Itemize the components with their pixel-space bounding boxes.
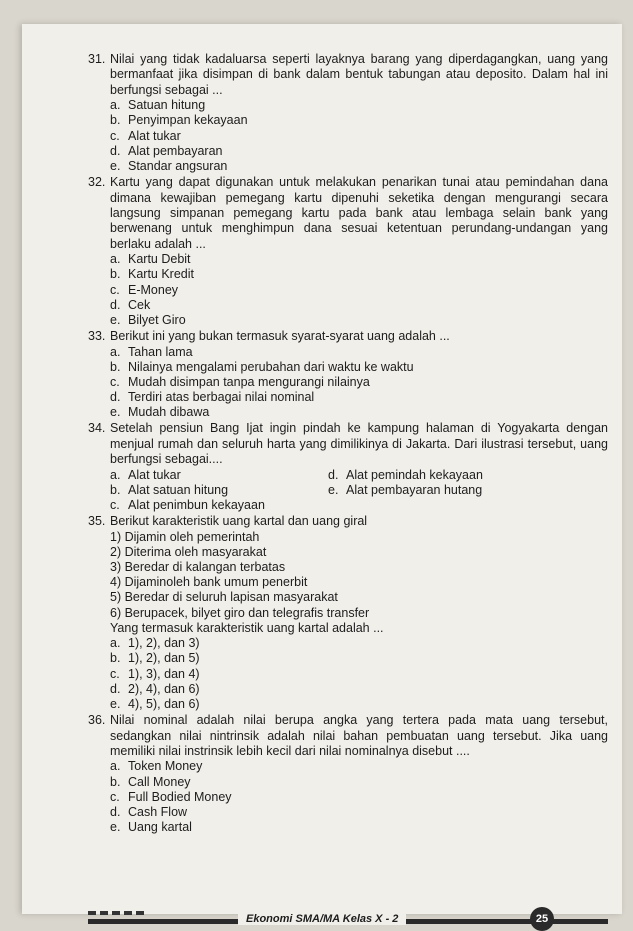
option[interactable]: d. Cash Flow bbox=[110, 804, 188, 819]
question-text: Berikut karakteristik uang kartal dan uang giral bbox=[110, 514, 368, 529]
list-item: 3) Beredar di kalangan terbatas bbox=[110, 560, 286, 575]
characteristic-list bbox=[110, 530, 608, 621]
option[interactable]: c. Full Bodied Money bbox=[110, 789, 232, 804]
question-31 bbox=[88, 52, 608, 174]
page-footer bbox=[88, 911, 608, 931]
question-number: 36. bbox=[88, 713, 106, 728]
option[interactable]: b. Alat satuan hitung bbox=[110, 482, 229, 497]
option[interactable]: a. Tahan lama bbox=[110, 344, 193, 359]
option[interactable]: d. Alat pembayaran bbox=[110, 143, 223, 158]
question-36 bbox=[88, 713, 608, 835]
question-text: Nilai nominal adalah nilai berupa angka yang tertera pada mata uang tersebut, sedangkan nilai nintrinsik adalah nilai bahan pembuatan uang tersebut. Jika uang memiliki nilai instrinsik lebih kecil dari nilai nominalnya disebut .... bbox=[110, 713, 608, 758]
option[interactable]: a. Alat tukar bbox=[110, 467, 181, 482]
list-item: 1) Dijamin oleh pemerintah bbox=[110, 529, 260, 544]
option[interactable]: e. Alat pembayaran hutang bbox=[328, 482, 483, 497]
option[interactable]: c. E-Money bbox=[110, 282, 179, 297]
list-item: 6) Berupacek, bilyet giro dan telegrafis transfer bbox=[110, 605, 370, 620]
option[interactable]: a. Kartu Debit bbox=[110, 252, 191, 267]
question-34 bbox=[88, 421, 608, 513]
footer-decoration bbox=[88, 911, 148, 915]
list-item: 2) Diterima oleh masyarakat bbox=[110, 544, 267, 559]
question-number: 32. bbox=[88, 175, 106, 190]
option[interactable]: c. Mudah disimpan tanpa mengurangi nilainya bbox=[110, 374, 370, 389]
question-number: 33. bbox=[88, 329, 106, 344]
option[interactable]: d. Terdiri atas berbagai nilai nominal bbox=[110, 390, 315, 405]
question-list bbox=[88, 52, 608, 836]
page-number: 25 bbox=[530, 907, 554, 931]
option[interactable]: d. Cek bbox=[110, 297, 151, 312]
list-item: 5) Beredar di seluruh lapisan masyarakat bbox=[110, 590, 338, 605]
option[interactable]: e. Uang kartal bbox=[110, 820, 192, 835]
option[interactable]: b. Call Money bbox=[110, 774, 191, 789]
option[interactable]: d. 2), 4), dan 6) bbox=[110, 681, 200, 696]
option[interactable]: e. 4), 5), dan 6) bbox=[110, 696, 200, 711]
list-item: 4) Dijaminoleh bank umum penerbit bbox=[110, 575, 308, 590]
option[interactable]: b. Nilainya mengalami perubahan dari waktu ke waktu bbox=[110, 359, 414, 374]
option[interactable]: a. 1), 2), dan 3) bbox=[110, 636, 200, 651]
question-number: 31. bbox=[88, 52, 106, 66]
option[interactable]: a. Satuan hitung bbox=[110, 98, 206, 113]
question-text: Nilai yang tidak kadaluarsa seperti layaknya barang yang diperdagangkan, uang yang bermanfaat jika disimpan di bank dalam bentuk tabungan atau deposito. Dalam hal ini berfungsi sebagai ... bbox=[110, 52, 608, 97]
option[interactable]: d. Alat pemindah kekayaan bbox=[328, 467, 483, 482]
option[interactable]: e. Bilyet Giro bbox=[110, 312, 186, 327]
question-text: Kartu yang dapat digunakan untuk melakukan penarikan tunai atau pemindahan dana dimana kewajiban pemegang kartu dipenuhi seketika dengan mengurangi secara langsung simpanan pemegang kartu pada bank atau lembaga selain bank yang berwenang untuk menghimpun dana sesuai ketentuan perundang-undangan yang berlaku adalah ... bbox=[110, 175, 608, 251]
question-number: 35. bbox=[88, 514, 106, 529]
option[interactable]: c. Alat tukar bbox=[110, 128, 181, 143]
question-number: 34. bbox=[88, 421, 106, 436]
question-prompt: Yang termasuk karakteristik uang kartal adalah ... bbox=[110, 620, 384, 635]
option[interactable]: b. Kartu Kredit bbox=[110, 267, 195, 282]
option[interactable]: e. Mudah dibawa bbox=[110, 405, 210, 420]
question-text: Berikut ini yang bukan termasuk syarat-syarat uang adalah ... bbox=[110, 329, 450, 344]
question-text: Setelah pensiun Bang Ijat ingin pindah ke kampung halaman di Yogyakarta dengan menjual rumah dan seluruh harta yang dimilikinya di Jakarta. Dari ilustrasi tersebut, uang berfungsi sebagai.... bbox=[110, 421, 608, 467]
textbook-page bbox=[22, 24, 622, 925]
option[interactable]: b. Penyimpan kekayaan bbox=[110, 113, 248, 128]
option[interactable]: a. Token Money bbox=[110, 759, 203, 774]
option[interactable]: e. Standar angsuran bbox=[110, 158, 228, 173]
option[interactable]: b. 1), 2), dan 5) bbox=[110, 651, 200, 666]
option[interactable]: c. 1), 3), dan 4) bbox=[110, 666, 200, 681]
question-33 bbox=[88, 329, 608, 420]
footer-title: Ekonomi SMA/MA Kelas X - 2 bbox=[238, 913, 406, 925]
option[interactable]: c. Alat penimbun kekayaan bbox=[110, 498, 265, 513]
question-35 bbox=[88, 514, 608, 712]
question-32 bbox=[88, 175, 608, 328]
